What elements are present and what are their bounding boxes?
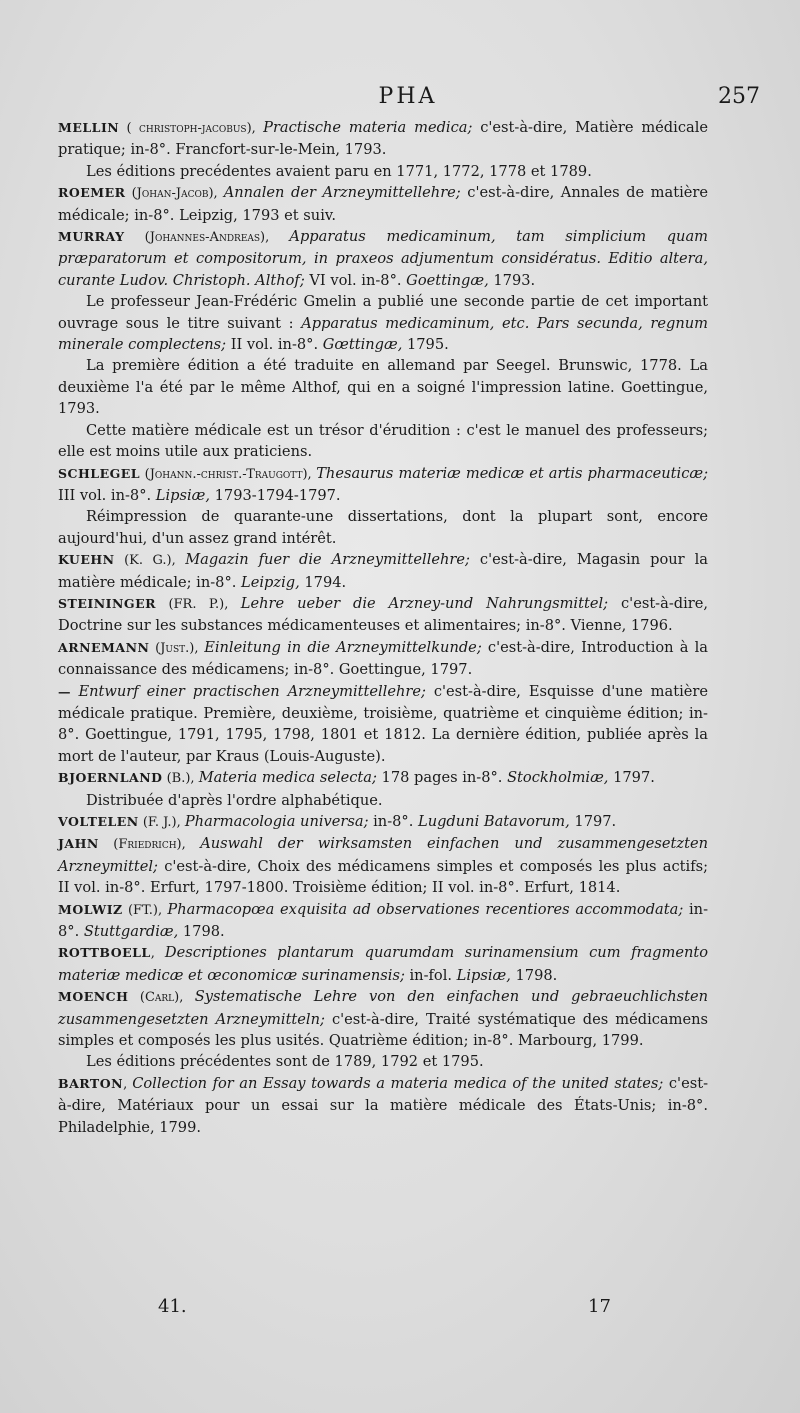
bibliography-entry — [58, 117, 708, 161]
bibliography-entry — [58, 637, 708, 681]
bibliography-entry — [58, 767, 708, 789]
entry-title: Pharmacologia universa; — [184, 813, 369, 830]
entry-details: in-8°. — [368, 813, 418, 830]
bibliography-entry — [58, 549, 708, 593]
bibliography-entry — [58, 182, 708, 226]
page-header — [56, 84, 760, 118]
entry-author: MELLIN — [58, 120, 120, 135]
entry-title: Einleitung in die Arzneymittelkunde; — [204, 638, 482, 656]
entry-author: SCHLEGEL — [58, 465, 141, 481]
entry-title: Systematische Lehre von den einfachen und gebraeuchlichsten zusammengesetzten Arzneymitteln; — [58, 988, 709, 1028]
entry-author-given: (FR. P.), — [156, 596, 241, 612]
note-text: Réimpression de quarante-une dissertations, dont la plupart sont, encore aujourd'hui, d'un assez grand intérêt. — [58, 508, 708, 547]
entry-year: 1797. — [608, 769, 655, 787]
entry-title: Materia medica selecta; — [198, 769, 377, 787]
bibliography-entry — [58, 463, 708, 507]
entry-details: c'est-à-dire, Magasin pour la matière médicale; in-8°. — [58, 551, 708, 591]
entry-details: c'est-à-dire, Traité systématique des médicamens simples et composés les plus usités. Quatrième édition; in-8°. Marbourg, 1799. — [58, 1010, 708, 1050]
entry-author: ROTTBOELL — [58, 945, 151, 961]
entry-author-given: (Johan-Jacob), — [125, 186, 224, 202]
entry-details: in-fol. — [404, 966, 457, 984]
entry-title: Lehre ueber die Arzney-und Nahrungsmittel; — [240, 594, 609, 612]
entry-place: Stuttgardiæ, — [83, 923, 179, 941]
note-details: II vol. in-8°. — [226, 336, 323, 354]
entry-title: Auswahl der wirksamsten einfachen und zusammengesetzten Arzneymittel; — [58, 835, 708, 875]
entry-author-given: (Carl), — [128, 990, 195, 1006]
entry-author: KUEHN — [58, 552, 115, 568]
entry-author-given: (Just.), — [149, 640, 205, 656]
entry-note — [58, 790, 708, 811]
quire-number: 17 — [588, 1296, 611, 1317]
entry-author-given: (FT.), — [122, 902, 168, 918]
bibliography-entry — [58, 1073, 708, 1138]
entry-author-given: (Johann.-christ.-Traugott), — [140, 466, 317, 482]
note-text: Les éditions precédentes avaient paru en 1771, 1772, 1778 et 1789. — [86, 162, 592, 180]
bibliography-entry — [58, 833, 708, 898]
bibliography-entry — [58, 811, 708, 833]
entry-author: JAHN — [58, 836, 99, 852]
entry-author: STEININGER — [58, 595, 156, 611]
entry-author: — — [58, 683, 71, 699]
entry-title: Pharmacopœa exquisita ad observationes recentiores accommodata; — [167, 900, 684, 918]
entry-details: c'est-à-dire, Matière médicale pratique; in-8°. Francfort-sur-le-Mein, 1793. — [58, 119, 708, 159]
bibliography-entry — [58, 899, 708, 943]
note-year: 1795. — [402, 336, 449, 354]
entry-author-given: (K. G.), — [114, 553, 186, 569]
entry-details: VI vol. in-8°. — [304, 271, 407, 289]
entry-note — [58, 291, 708, 355]
entry-author-given: (B.), — [162, 771, 199, 787]
note-text: La première édition a été traduite en allemand par Seegel. Brunswic, 1778. La deuxième l'a été par le même Althof, qui en a soigné l'impression latine. Goettingue, 1793. — [58, 357, 708, 418]
entry-details: in-8°. — [58, 900, 708, 941]
entry-place: Goettingæ, — [406, 271, 489, 289]
entry-author: BARTON — [58, 1075, 124, 1091]
entry-note — [58, 1051, 708, 1072]
entry-title: Thesaurus materiæ medicæ et artis pharmaceuticæ; — [316, 464, 708, 482]
entry-author: MOENCH — [58, 989, 129, 1005]
entry-details: c'est-à-dire, Esquisse d'une matière médicale pratique. Première, deuxième, troisième, quatrième et cinquième édition; in-8°. Goettingue, 1791, 1795, 1798, 1801 et 1812. La dernière édition, publiée après la mort de l'auteur, par Kraus (Louis-Auguste). — [58, 682, 708, 765]
entry-details: c'est-à-dire, Doctrine sur les substances médicamenteuses et alimentaires; in-8°. Vienne, 1796. — [58, 594, 709, 635]
entry-note — [58, 161, 708, 182]
entry-place: Leipzig, — [241, 573, 300, 591]
note-place: Gœttingæ, — [322, 336, 403, 354]
bibliography-entry — [58, 942, 708, 986]
entry-author-given: (Friedrich), — [98, 837, 201, 853]
entry-year: 1798. — [510, 966, 558, 984]
entry-title: Collection for an Essay towards a materia medica of the united states; — [132, 1074, 664, 1092]
entry-details: 178 pages in-8°. — [376, 769, 508, 787]
entry-title: Descriptiones plantarum quarumdam surinamensium cum fragmento materiæ medicæ et œconomicæ surinamensis; — [58, 944, 709, 984]
entry-place: Lipsiæ, — [155, 486, 210, 504]
bibliography-entry — [58, 226, 708, 291]
entry-author-given: (Johannes-Andreas), — [124, 230, 290, 246]
entry-place: Lugduni Batavorum, — [418, 813, 570, 830]
bibliography-body — [58, 117, 708, 1138]
entry-title: Entwurf einer practischen Arzneymittellehre; — [78, 682, 426, 700]
entry-details: c'est-à-dire, Annales de matière médicale; in-8°. Leipzig, 1793 et suiv. — [58, 184, 709, 224]
entry-details: c'est-à-dire, Matériaux pour un essai sur la matière médicale des États-Unis; in-8°. Philadelphie, 1799. — [58, 1074, 708, 1136]
entry-details: c'est-à-dire, Introduction à la connaissance des médicamens; in-8°. Goettingue, 1797. — [58, 638, 708, 679]
entry-author: MURRAY — [58, 229, 125, 245]
entry-author: BJOERNLAND — [58, 770, 163, 786]
entry-title: Apparatus medicaminum, tam simplicium quam præparatorum et compositorum, in praxeos adjumentum considératus. Editio altera, curante Ludov. Christoph. Althof; — [58, 228, 708, 289]
entry-place: Lipsiæ, — [456, 966, 511, 984]
entry-year: 1794. — [299, 573, 347, 591]
page-number: 257 — [718, 84, 760, 109]
note-text: Le professeur Jean-Frédéric Gmelin a publié une seconde partie de cet important ouvrage sous le titre suivant : — [58, 293, 708, 332]
signature-mark: 41. — [158, 1296, 187, 1317]
entry-author-given: , — [123, 1076, 133, 1092]
note-text: Les éditions précédentes sont de 1789, 1792 et 1795. — [86, 1053, 484, 1071]
entry-note — [58, 355, 708, 419]
entry-year: 1793. — [488, 271, 536, 289]
entry-note — [58, 420, 708, 463]
entry-author-given: ( christoph-jacobus), — [119, 121, 264, 136]
entry-details: III vol. in-8°. — [58, 486, 156, 504]
note-text: Cette matière médicale est un trésor d'érudition : c'est le manuel des professeurs; elle est moins utile aux praticiens. — [58, 421, 708, 461]
entry-place: Stockholmiæ, — [507, 769, 609, 787]
bibliography-entry — [58, 681, 708, 768]
entry-details: c'est-à-dire, Choix des médicamens simples et composés les plus actifs; II vol. in-8°. Erfurt, 1797-1800. Troisième édition; II vol. in-8°. Erfurt, 1814. — [58, 857, 708, 897]
entry-author-given: , — [150, 946, 165, 962]
entry-author: ROEMER — [58, 185, 126, 201]
entry-note — [58, 506, 708, 549]
entry-year: 1797. — [569, 813, 617, 830]
entry-title: Practische materia medica; — [263, 119, 473, 136]
note-title: Apparatus medicaminum, etc. Pars secunda, regnum minerale complectens; — [58, 314, 709, 354]
bibliography-entry — [58, 986, 708, 1051]
page-footer — [58, 1296, 708, 1324]
entry-author: ARNEMANN — [58, 639, 150, 655]
entry-author-given: (F. J.), — [138, 815, 185, 830]
entry-title: Magazin fuer die Arzneymittellehre; — [185, 551, 470, 569]
running-head: PHA — [378, 84, 438, 109]
entry-author: VOLTELEN — [58, 814, 139, 829]
bibliography-entry — [58, 593, 708, 637]
entry-year: 1793-1794-1797. — [210, 486, 341, 504]
entry-author: MOLWIZ — [58, 901, 123, 917]
entry-year: 1798. — [178, 923, 225, 941]
note-text: Distribuée d'après l'ordre alphabétique. — [86, 791, 383, 809]
entry-title: Annalen der Arzneymittellehre; — [223, 184, 461, 202]
